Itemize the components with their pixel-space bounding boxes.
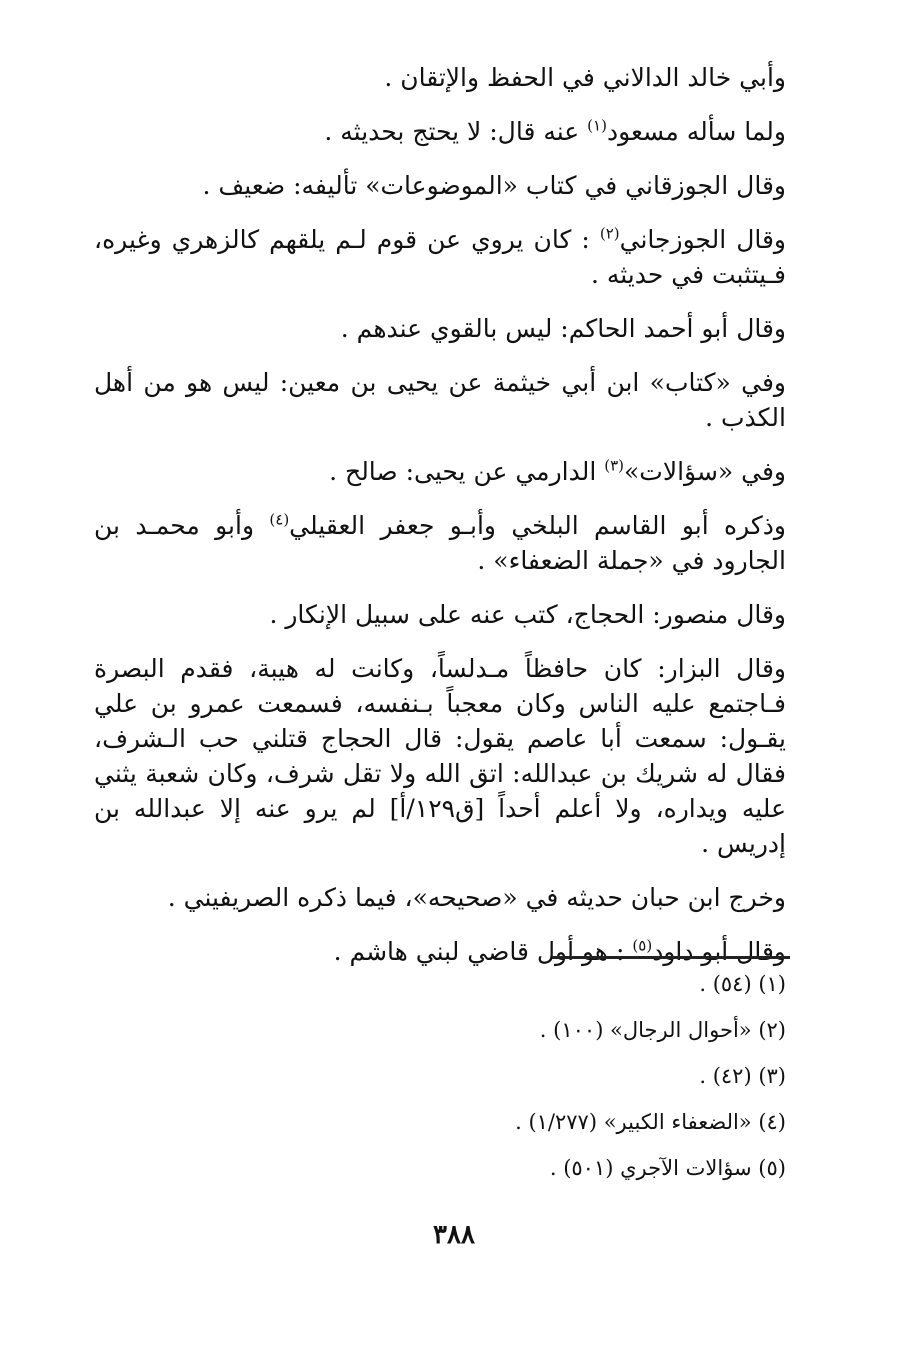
paragraph-text: وذكره أبو القاسم البلخي وأبـو جعفر العقيلي [289,511,786,540]
footnote-1: (١) (٥٤) . [699,972,786,996]
paragraph-text: : كان يروي عن قوم لـم يلقهم كالزهري وغيره، فـيتثبت في حديثه . [94,225,786,289]
footnote-3: (٣) (٤٢) . [699,1064,786,1088]
paragraph-text: وفي «سؤالات» [624,457,786,486]
paragraph-12 [94,934,786,969]
footnote-separator [552,956,790,959]
footnote-reference[interactable]: (٥) [632,936,653,955]
paragraph-text: وقال منصور: الحجاج، كتب عنه على سبيل الإنكار . [269,600,786,629]
paragraph-7 [94,454,786,489]
paragraph-5 [94,311,786,346]
footnote-reference[interactable]: (١) [587,116,607,135]
paragraph-text: : هو أول قاضي لبني هاشم . [333,937,633,966]
paragraph-11 [94,880,786,915]
paragraph-text: وأبي خالد الدالاني في الحفظ والإتقان . [384,63,786,92]
paragraph-text: وقال أبو داود [652,937,786,966]
paragraph-3 [94,168,786,203]
paragraph-6 [94,365,786,435]
paragraph-1 [94,60,786,95]
main-text [94,60,786,988]
paragraph-text: وقال أبو أحمد الحاكم: ليس بالقوي عندهم . [340,314,786,343]
paragraph-text: وخرج ابن حبان حديثه في «صحيحه»، فيما ذكره الصريفيني . [167,883,786,912]
footnotes [94,970,786,1200]
footnote-reference[interactable]: (٤) [269,510,290,529]
footnote-reference[interactable]: (٣) [604,456,624,475]
footnote-reference[interactable]: (٢) [599,224,620,243]
footnote-4: (٤) «الضعفاء الكبير» (١/٢٧٧) . [515,1110,786,1134]
paragraph-text: وفي «كتاب» ابن أبي خيثمة عن يحيى بن معين: ليس هو من أهل الكذب . [94,368,786,432]
paragraph-9 [94,597,786,632]
paragraph-text: وقال الجوزقاني في كتاب «الموضوعات» تأليفه: ضعيف . [202,171,786,200]
paragraph-text: الدارمي عن يحيى: صالح . [329,457,605,486]
paragraph-text: وأبو محمـد بن الجارود في «جملة الضعفاء» . [94,511,786,575]
paragraph-text: ولما سأله مسعود [606,117,786,146]
paragraph-text: وقال الجوزجاني [619,225,786,254]
paragraph-10 [94,651,786,861]
footnote-2: (٢) «أحوال الرجال» (١٠٠) . [539,1018,786,1042]
paragraph-8 [94,508,786,578]
paragraph-text: وقال البزار: كان حافظاً مـدلساً، وكانت له هيبة، فقدم البصرة فـاجتمع عليه الناس وكان معجباً بـنفسه، فسمعت عمرو بن علي يقـول: سمعت أبا عاصم يقول: قال الحجاج قتلني حب الـشرف، فقال له شريك بن عبدالله: اتق الله ولا تقل شرف، وكان شعبة يثني عليه ويداره، ولا أعلم أحداً [ق١٢٩/أ] لم يرو عنه إلا عبدالله بن إدريس . [94,654,786,858]
paragraph-4 [94,222,786,292]
page-number: ٣٨٨ [433,1220,475,1250]
footnote-5: (٥) سؤالات الآجري (٥٠١) . [549,1156,786,1180]
paragraph-2 [94,114,786,149]
paragraph-text: عنه قال: لا يحتج بحديثه . [324,117,588,146]
